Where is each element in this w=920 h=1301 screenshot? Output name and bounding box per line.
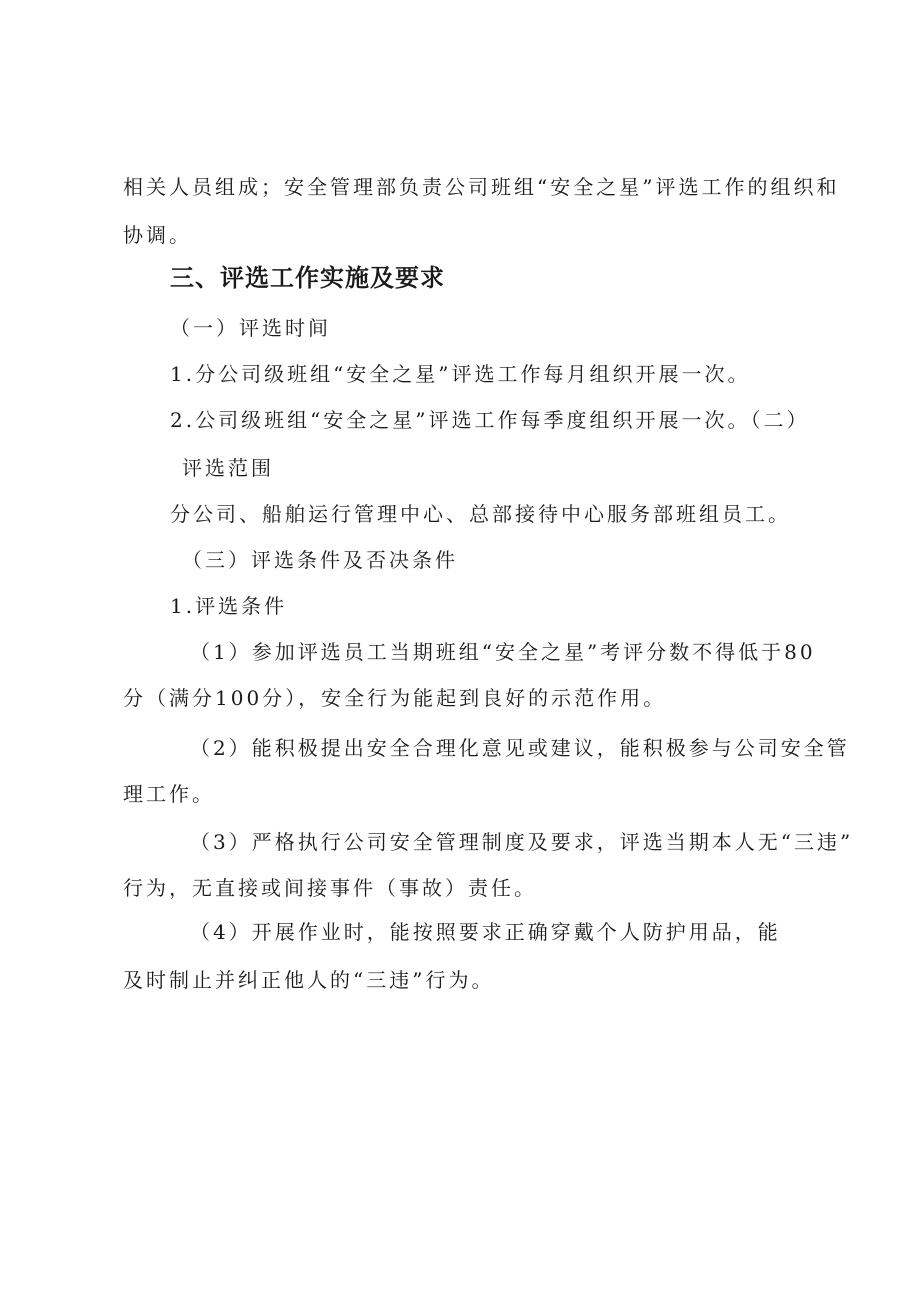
subsection-heading: （一）评选时间 (170, 316, 331, 340)
paragraph-line: 及时制止并纠正他人的“三违”行为。 (123, 968, 495, 992)
paragraph-line: 协调。 (123, 223, 192, 247)
paragraph-line: 行为，无直接或间接事件（事故）责任。 (123, 876, 537, 900)
list-item: 1.分公司级班组“安全之星”评选工作每月组织开展一次。 (170, 362, 751, 386)
criteria-item: （4）开展作业时，能按照要求正确穿戴个人防护用品，能 (190, 920, 781, 944)
criteria-item: （1）参加评选员工当期班组“安全之星”考评分数不得低于80 (190, 640, 816, 664)
paragraph-line: 相关人员组成；安全管理部负责公司班组“安全之星”评选工作的组织和 (123, 175, 840, 199)
section-heading: 三、评选工作实施及要求 (170, 264, 445, 292)
paragraph-line: 分（满分100分），安全行为能起到良好的示范作用。 (123, 686, 667, 710)
subsection-heading: 评选范围 (182, 456, 274, 480)
paragraph-line: 分公司、船舶运行管理中心、总部接待中心服务部班组员工。 (170, 502, 791, 526)
list-item: 2.公司级班组“安全之星”评选工作每季度组织开展一次。（二） (170, 408, 810, 432)
subsection-heading: （三）评选条件及否决条件 (182, 548, 458, 572)
paragraph-line: 理工作。 (123, 782, 215, 806)
criteria-item: （3）严格执行公司安全管理制度及要求，评选当期本人无“三违” (190, 830, 854, 854)
list-item: 1.评选条件 (170, 594, 288, 618)
criteria-item: （2）能积极提出安全合理化意见或建议，能积极参与公司安全管 (190, 736, 850, 760)
